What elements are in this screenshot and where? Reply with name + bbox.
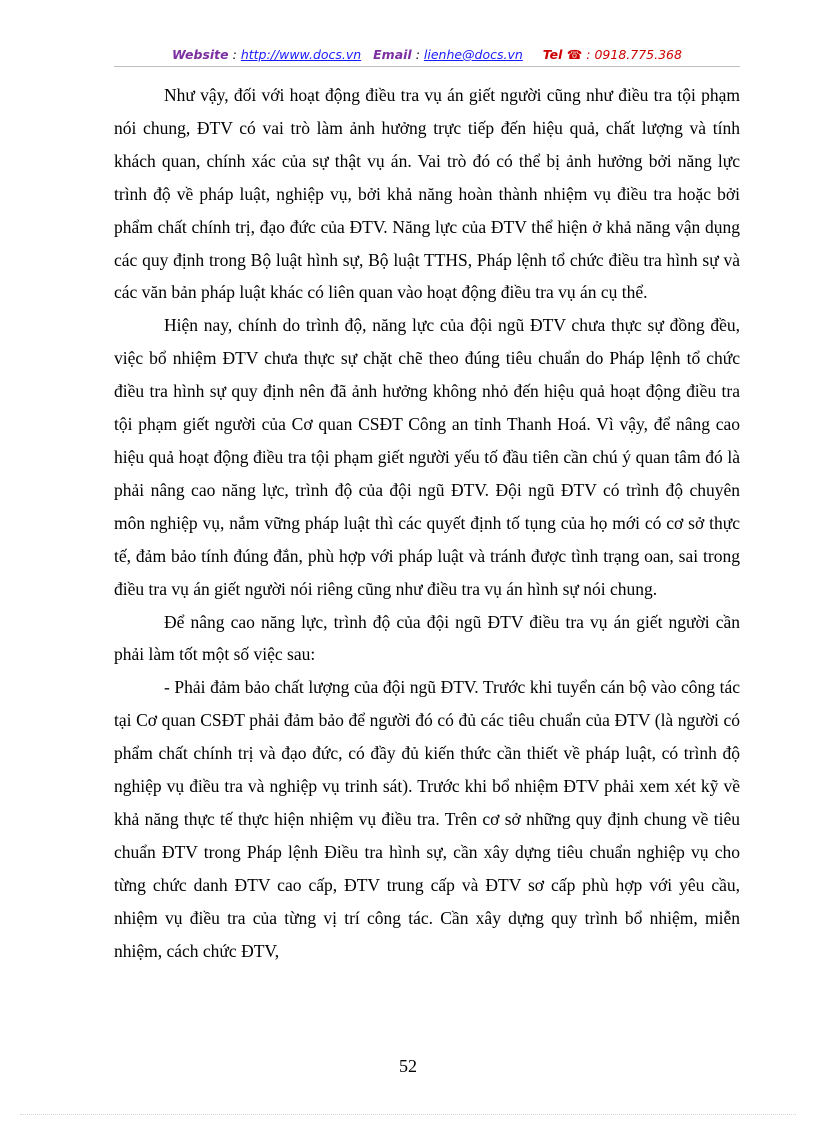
tel-value: : 0918.775.368 — [582, 47, 682, 62]
website-link[interactable]: http://www.docs.vn — [240, 47, 362, 62]
website-separator: : — [228, 47, 241, 62]
email-label: Email — [373, 47, 412, 62]
paragraph-2: Hiện nay, chính do trình độ, năng lực của đội ngũ ĐTV chưa thực sự đồng đều, việc bổ nhiệm ĐTV chưa thực sự chặt chẽ theo đúng tiêu chuẩn do Pháp lệnh tổ chức điều tra hình sự quy định nên đã ảnh hưởng không nhỏ đến hiệu quả hoạt động điều tra tội phạm giết người của Cơ quan CSĐT Công an tỉnh Thanh Hoá. Vì vậy, để nâng cao hiệu quả hoạt động điều tra tội phạm giết người yếu tố đầu tiên cần chú ý quan tâm đó là phải nâng cao năng lực, trình độ của đội ngũ ĐTV. Đội ngũ ĐTV có trình độ chuyên môn nghiệp vụ, nắm vững pháp luật thì các quyết định tố tụng của họ mới có cơ sở thực tế, đảm bảo tính đúng đắn, phù hợp với pháp luật và tránh được tình trạng oan, sai trong điều tra vụ án giết người nói riêng cũng như điều tra vụ án hình sự nói chung. — [114, 315, 740, 599]
website-label: Website — [172, 47, 229, 62]
email-separator: : — [411, 47, 424, 62]
page-number: 52 — [399, 1056, 417, 1076]
paragraph-1: Như vậy, đối với hoạt động điều tra vụ án giết người cũng như điều tra tội phạm nói chung, ĐTV có vai trò làm ảnh hưởng trực tiếp đến hiệu quả, chất lượng và tính khách quan, chính xác của sự thật vụ án. Vai trò đó có thể bị ảnh hưởng bởi năng lực trình độ về pháp luật, nghiệp vụ, bởi khả năng hoàn thành nhiệm vụ điều tra hoặc bởi phẩm chất chính trị, đạo đức của ĐTV. Năng lực của ĐTV thể hiện ở khả năng vận dụng các quy định trong Bộ luật hình sự, Bộ luật TTHS, Pháp lệnh tổ chức điều tra hình sự và các văn bản pháp luật khác có liên quan vào hoạt động điều tra vụ án cụ thể. — [114, 85, 740, 303]
header-rule — [114, 66, 740, 67]
paragraph-3: Để nâng cao năng lực, trình độ của đội ngũ ĐTV điều tra vụ án giết người cần phải làm tốt một số việc sau: — [114, 611, 740, 665]
paragraph-4: - Phải đảm bảo chất lượng của đội ngũ ĐTV. Trước khi tuyển cán bộ vào công tác tại Cơ quan CSĐT phải đảm bảo để người đó có đủ các tiêu chuẩn của ĐTV (là người có phẩm chất chính trị và đạo đức, có đầy đủ kiến thức cần thiết về pháp luật, có trình độ nghiệp vụ điều tra và nghiệp vụ trinh sát). Trước khi bổ nhiệm ĐTV phải xem xét kỹ về khả năng thực tế thực hiện nhiệm vụ điều tra. Trên cơ sở những quy định chung về tiêu chuẩn ĐTV trong Pháp lệnh Điều tra hình sự, cần xây dựng tiêu chuẩn nghiệp vụ cho từng chức danh ĐTV cao cấp, ĐTV trung cấp và ĐTV sơ cấp phù hợp với yêu cầu, nhiệm vụ điều tra của từng vị trí công tác. Cần xây dựng quy trình bổ nhiệm, miễn nhiệm, cách chức ĐTV, — [114, 677, 740, 961]
tel-label: Tel ☎ — [542, 47, 583, 62]
document-body — [114, 79, 740, 967]
page-bottom-border — [20, 1114, 796, 1115]
email-link[interactable]: lienhe@docs.vn — [423, 47, 523, 62]
page-header — [114, 47, 740, 62]
